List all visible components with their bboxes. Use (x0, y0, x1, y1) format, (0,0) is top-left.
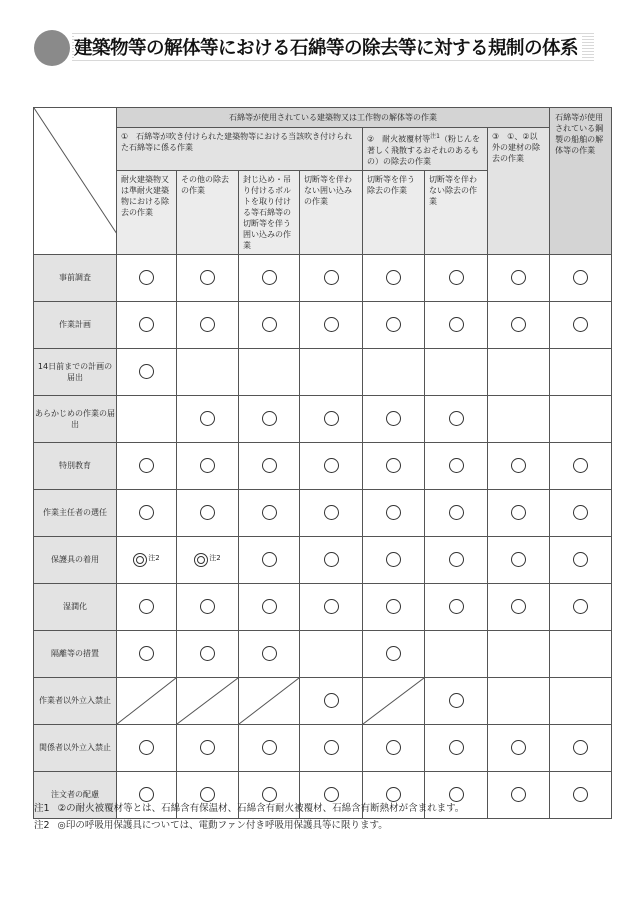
circle-mark-icon (324, 458, 339, 473)
circle-mark-icon (324, 552, 339, 567)
table-row (34, 536, 612, 583)
circle-mark-icon (262, 740, 277, 755)
header-sub3: ③ ①、②以外の建材の除去の作業 (488, 128, 550, 255)
table-cell (177, 348, 239, 395)
circle-mark-icon (200, 505, 215, 520)
table-cell (117, 677, 177, 724)
row-label: 特別教育 (34, 442, 117, 489)
not-applicable-slash-icon (239, 678, 299, 724)
table-cell (488, 489, 550, 536)
table-cell (177, 254, 239, 301)
circle-mark-icon (139, 317, 154, 332)
table-cell (363, 677, 425, 724)
table-cell (425, 348, 488, 395)
table-cell (363, 630, 425, 677)
header-col-6: 切断等を伴わない除去の作業 (425, 170, 488, 254)
note-ref: 注2 (209, 553, 221, 562)
table-cell (117, 395, 177, 442)
circle-mark-icon (262, 458, 277, 473)
table-cell (488, 630, 550, 677)
circle-mark-icon (386, 411, 401, 426)
table-cell (239, 536, 300, 583)
table-cell (239, 395, 300, 442)
table-row (34, 630, 612, 677)
circle-mark-icon (262, 646, 277, 661)
footnote-2 (34, 817, 464, 834)
footnote-text: ②の耐火被覆材等とは、石綿含有保温材、石綿含有耐火被覆材、石綿含有断熱材が含まれます。 (57, 803, 465, 814)
table-cell (239, 442, 300, 489)
table-row (34, 301, 612, 348)
table-cell (488, 395, 550, 442)
table-cell (425, 724, 488, 771)
circle-mark-icon (449, 411, 464, 426)
circle-mark-icon (573, 599, 588, 614)
header-group-ship: 石綿等が使用されている鋼製の船舶の解体等の作業 (550, 108, 612, 255)
circle-mark-icon (449, 599, 464, 614)
table-cell (550, 536, 612, 583)
circle-mark-icon (139, 270, 154, 285)
table-cell (488, 254, 550, 301)
row-label: 作業者以外立入禁止 (34, 677, 117, 724)
table-row (34, 583, 612, 630)
table-cell (300, 583, 363, 630)
circle-mark-icon (200, 317, 215, 332)
table-cell (488, 536, 550, 583)
circle-mark-icon (200, 411, 215, 426)
circle-mark-icon (324, 317, 339, 332)
page-title: 建築物等の解体等における石綿等の除去等に対する規制の体系 (74, 34, 582, 60)
circle-mark-icon (324, 740, 339, 755)
circle-mark-icon (573, 787, 588, 802)
table-cell (117, 630, 177, 677)
table-cell (550, 395, 612, 442)
circle-mark-icon (324, 411, 339, 426)
circle-mark-icon (449, 270, 464, 285)
header-sub1: ① 石綿等が吹き付けられた建築物等における当該吹き付けられた石綿等に係る作業 (117, 128, 363, 171)
table-cell (177, 724, 239, 771)
table-cell (239, 583, 300, 630)
circle-mark-icon (139, 740, 154, 755)
table-cell (177, 442, 239, 489)
table-cell (550, 442, 612, 489)
circle-mark-icon (139, 646, 154, 661)
footnote-key: 注2 (34, 820, 50, 831)
circle-mark-icon (511, 740, 526, 755)
table-cell (363, 395, 425, 442)
table-cell (177, 489, 239, 536)
row-label: 保護具の着用 (34, 536, 117, 583)
circle-mark-icon (324, 270, 339, 285)
table-cell (117, 583, 177, 630)
not-applicable-slash-icon (117, 678, 176, 724)
table-cell (363, 348, 425, 395)
table-cell (300, 348, 363, 395)
table-cell (425, 301, 488, 348)
table-cell (117, 442, 177, 489)
circle-mark-icon (262, 270, 277, 285)
row-label: 隔離等の措置 (34, 630, 117, 677)
table-row (34, 442, 612, 489)
table-row (34, 254, 612, 301)
circle-mark-icon (573, 270, 588, 285)
table-cell (363, 536, 425, 583)
circle-mark-icon (573, 458, 588, 473)
circle-mark-icon (449, 693, 464, 708)
double-circle-mark-icon (194, 553, 208, 567)
table-row (34, 395, 612, 442)
table-cell (300, 489, 363, 536)
circle-mark-icon (200, 458, 215, 473)
table-cell (177, 536, 239, 583)
table-cell (117, 301, 177, 348)
circle-mark-icon (200, 270, 215, 285)
circle-mark-icon (511, 505, 526, 520)
table-cell (300, 536, 363, 583)
table-cell (177, 677, 239, 724)
circle-mark-icon (139, 364, 154, 379)
circle-mark-icon (449, 552, 464, 567)
table-cell (425, 489, 488, 536)
table-cell (488, 771, 550, 818)
circle-mark-icon (200, 740, 215, 755)
table-cell (425, 536, 488, 583)
circle-mark-icon (573, 317, 588, 332)
circle-mark-icon (386, 646, 401, 661)
not-applicable-slash-icon (363, 678, 424, 724)
circle-mark-icon (573, 552, 588, 567)
circle-mark-icon (573, 740, 588, 755)
circle-mark-icon (200, 599, 215, 614)
note-ref: 注2 (148, 553, 160, 562)
circle-mark-icon (511, 317, 526, 332)
table-cell (550, 677, 612, 724)
table-cell (488, 301, 550, 348)
row-label: 事前調査 (34, 254, 117, 301)
table-cell (425, 583, 488, 630)
table-cell (300, 442, 363, 489)
row-label: 14日前までの計画の届出 (34, 348, 117, 395)
table-cell (239, 630, 300, 677)
table-cell (300, 254, 363, 301)
header-col-2: その他の除去の作業 (177, 170, 239, 254)
circle-mark-icon (262, 505, 277, 520)
circle-mark-icon (386, 505, 401, 520)
table-cell (425, 254, 488, 301)
table-cell (363, 489, 425, 536)
regulation-table (33, 107, 612, 819)
table-cell (488, 442, 550, 489)
table-cell (550, 724, 612, 771)
table-cell (117, 348, 177, 395)
footnote-key: 注1 (34, 803, 50, 814)
circle-mark-icon (511, 458, 526, 473)
table-cell (550, 301, 612, 348)
table-cell (425, 630, 488, 677)
circle-mark-icon (324, 505, 339, 520)
table-cell (550, 348, 612, 395)
table-row (34, 724, 612, 771)
table-cell (425, 677, 488, 724)
table-row (34, 489, 612, 536)
table-cell (363, 301, 425, 348)
table-cell (488, 724, 550, 771)
table-cell (239, 677, 300, 724)
circle-mark-icon (386, 552, 401, 567)
table-cell (177, 301, 239, 348)
circle-mark-icon (324, 693, 339, 708)
table-cell (300, 301, 363, 348)
circle-mark-icon (511, 270, 526, 285)
table-row (34, 677, 612, 724)
circle-mark-icon (511, 787, 526, 802)
table-cell (177, 583, 239, 630)
regulation-table-wrapper (33, 107, 612, 819)
table-cell (239, 348, 300, 395)
header-col-1: 耐火建築物又は準耐火建築物における除去の作業 (117, 170, 177, 254)
table-cell (363, 724, 425, 771)
double-circle-mark-icon (133, 553, 147, 567)
corner-diagonal (34, 108, 117, 234)
table-cell (239, 301, 300, 348)
title-bar (34, 28, 594, 68)
table-cell (550, 489, 612, 536)
row-label: 作業主任者の選任 (34, 489, 117, 536)
circle-mark-icon (386, 317, 401, 332)
footnotes (34, 800, 464, 834)
circle-mark-icon (386, 599, 401, 614)
circle-mark-icon (262, 317, 277, 332)
footnote-text: ◎印の呼吸用保護具については、電動ファン付き呼吸用保護具等に限ります。 (57, 820, 388, 831)
circle-mark-icon (262, 552, 277, 567)
table-cell (117, 724, 177, 771)
table-cell (425, 442, 488, 489)
corner-cell (34, 108, 117, 255)
table-cell (239, 489, 300, 536)
table-cell (550, 771, 612, 818)
header-sub2-b: （粉じんを著しく飛散するおそれのあるもの）の除去の作業 (367, 134, 480, 166)
circle-mark-icon (139, 599, 154, 614)
table-cell (117, 489, 177, 536)
row-label: 関係者以外立入禁止 (34, 724, 117, 771)
circle-mark-icon (573, 505, 588, 520)
row-label: あらかじめの作業の届出 (34, 395, 117, 442)
header-col-3: 封じ込め・吊り付けるボルトを取り付ける等石綿等の切断等を伴う囲い込みの作業 (239, 170, 300, 254)
table-cell (488, 583, 550, 630)
row-label: 湿潤化 (34, 583, 117, 630)
table-cell (177, 395, 239, 442)
table-cell (300, 677, 363, 724)
circle-mark-icon (449, 458, 464, 473)
table-body (34, 254, 612, 818)
table-cell (363, 583, 425, 630)
row-label: 作業計画 (34, 301, 117, 348)
footnote-1 (34, 800, 464, 817)
table-cell (550, 630, 612, 677)
table-cell (300, 630, 363, 677)
table-cell (363, 442, 425, 489)
header-col-5: 切断等を伴う除去の作業 (363, 170, 425, 254)
circle-mark-icon (139, 505, 154, 520)
header-sub2-a: ② 耐火被覆材等 (367, 134, 431, 144)
circle-mark-icon (262, 599, 277, 614)
circle-mark-icon (386, 458, 401, 473)
circle-mark-icon (262, 411, 277, 426)
circle-mark-icon (449, 317, 464, 332)
table-cell (363, 254, 425, 301)
table-cell (177, 630, 239, 677)
table-cell (425, 395, 488, 442)
table-cell (550, 254, 612, 301)
table-cell (550, 583, 612, 630)
circle-mark-icon (511, 599, 526, 614)
header-sub2-note: 注1 (430, 133, 440, 140)
circle-mark-icon (139, 458, 154, 473)
table-row (34, 348, 612, 395)
table-cell (488, 348, 550, 395)
circle-mark-icon (386, 270, 401, 285)
header-sub2 (363, 128, 488, 171)
header-col-4: 切断等を伴わない囲い込みの作業 (300, 170, 363, 254)
circle-mark-icon (449, 505, 464, 520)
table-cell (239, 724, 300, 771)
table-cell (488, 677, 550, 724)
table-cell (300, 395, 363, 442)
table-cell (239, 254, 300, 301)
title-bullet-icon (34, 30, 70, 66)
table-cell (117, 254, 177, 301)
row-label: 注文者の配慮 (34, 771, 117, 818)
circle-mark-icon (324, 599, 339, 614)
circle-mark-icon (200, 646, 215, 661)
circle-mark-icon (449, 740, 464, 755)
circle-mark-icon (386, 740, 401, 755)
not-applicable-slash-icon (177, 678, 238, 724)
circle-mark-icon (511, 552, 526, 567)
table-cell (117, 536, 177, 583)
header-group-main: 石綿等が使用されている建築物又は工作物の解体等の作業 (117, 108, 550, 128)
table-cell (300, 724, 363, 771)
